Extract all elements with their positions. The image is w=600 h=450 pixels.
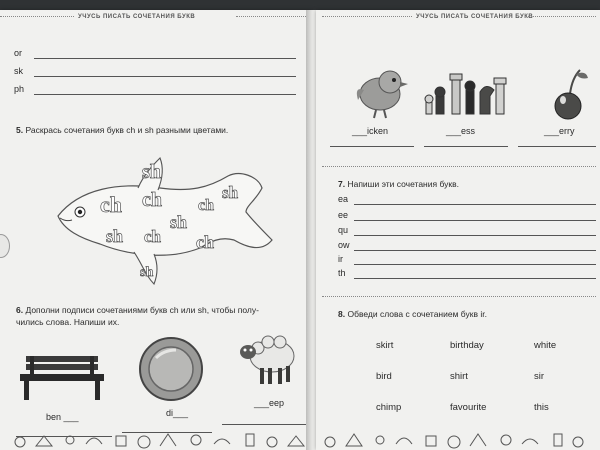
fish-letters-sh[interactable]: sh	[170, 212, 188, 232]
word-option[interactable]: shirt	[450, 371, 468, 382]
task-number: 5.	[16, 125, 24, 135]
word-option[interactable]: chimp	[376, 402, 402, 413]
writing-line[interactable]	[354, 278, 596, 279]
writing-line[interactable]	[34, 58, 296, 59]
copy-line-label: ow	[338, 240, 350, 250]
task-7-instruction	[338, 178, 459, 190]
writing-line[interactable]	[330, 146, 414, 147]
fish-letters-sh[interactable]: sh	[106, 226, 124, 246]
doodle-border	[316, 428, 600, 450]
copy-line-label: ee	[338, 210, 349, 220]
copy-line-label: or	[14, 48, 23, 58]
writing-line[interactable]	[424, 146, 508, 147]
copy-line-label: sk	[14, 66, 23, 76]
fish-letters-sh[interactable]: sh	[222, 183, 239, 202]
bench-icon	[20, 352, 104, 400]
header-ornament	[322, 16, 412, 17]
word-blank-eep[interactable]: ___eep	[254, 398, 285, 408]
chess-icon	[424, 66, 512, 118]
task-text: чились слова. Напиши их.	[16, 317, 120, 327]
binder-hole	[0, 234, 10, 258]
task-text: Дополни подписи сочетаниями букв ch или sh, чтобы полу-	[25, 305, 259, 315]
word-option[interactable]: skirt	[376, 340, 394, 351]
word-option[interactable]: birthday	[450, 340, 484, 351]
running-header: УЧУСЬ ПИСАТЬ СОЧЕТАНИЯ БУКВ	[78, 14, 196, 20]
cherry-icon	[548, 66, 592, 122]
header-ornament	[528, 16, 596, 17]
task-number: 7.	[338, 179, 346, 189]
fish-letters-ch[interactable]: ch	[198, 197, 214, 214]
fish-letters-sh[interactable]: sh	[142, 161, 161, 183]
writing-line[interactable]	[354, 235, 596, 236]
dish-icon	[138, 336, 204, 402]
copy-line-label: qu	[338, 225, 349, 235]
writing-line[interactable]	[354, 264, 596, 265]
task-text: Раскрась сочетания букв ch и sh разными цветами.	[25, 125, 229, 135]
fish-letters-ch[interactable]: ch	[142, 189, 162, 211]
fish-letters-sh[interactable]: sh	[140, 265, 154, 280]
writing-line[interactable]	[354, 250, 596, 251]
word-blank-icken[interactable]: ___icken	[352, 126, 389, 136]
task-number: 8.	[338, 309, 346, 319]
left-page	[0, 10, 313, 450]
copy-line-label: ea	[338, 194, 349, 204]
right-page	[316, 10, 600, 450]
fish-letters-ch[interactable]: ch	[100, 192, 122, 217]
writing-line[interactable]	[354, 204, 596, 205]
writing-line[interactable]	[518, 146, 596, 147]
header-ornament	[0, 16, 74, 17]
task-8-instruction	[338, 308, 487, 320]
sheep-icon	[236, 330, 298, 388]
writing-line[interactable]	[354, 220, 596, 221]
copy-line-label: ir	[338, 254, 343, 264]
section-divider	[322, 166, 596, 167]
chicken-icon	[350, 64, 408, 120]
fish-letters-ch[interactable]: ch	[196, 232, 214, 252]
word-blank-ben[interactable]: ben ___	[46, 412, 79, 422]
word-option[interactable]: favourite	[450, 402, 487, 413]
word-option[interactable]: sir	[534, 371, 545, 382]
writing-line[interactable]	[34, 76, 296, 77]
copy-line-label: ph	[14, 84, 25, 94]
writing-line[interactable]	[34, 94, 296, 95]
running-header: УЧУСЬ ПИСАТЬ СОЧЕТАНИЯ БУКВ	[416, 14, 534, 20]
word-blank-di[interactable]: di___	[166, 408, 189, 418]
header-ornament	[236, 16, 306, 17]
word-option[interactable]: white	[534, 340, 557, 351]
doodle-border	[0, 428, 312, 450]
word-option[interactable]: this	[534, 402, 549, 413]
task-text: Напиши эти сочетания букв.	[347, 179, 459, 189]
task-text: Обведи слова с сочетанием букв ir.	[347, 309, 487, 319]
word-option[interactable]: bird	[376, 371, 392, 382]
fish-letters-ch[interactable]: ch	[144, 227, 161, 246]
writing-line[interactable]	[222, 424, 306, 425]
task-5-instruction	[16, 124, 306, 136]
copy-line-label: th	[338, 268, 346, 278]
task-6-instruction	[16, 304, 310, 328]
word-blank-ess[interactable]: ___ess	[446, 126, 476, 136]
word-blank-erry[interactable]: ___erry	[544, 126, 575, 136]
goldfish-illustration	[50, 148, 280, 290]
section-divider	[322, 296, 596, 297]
task-number: 6.	[16, 305, 24, 315]
